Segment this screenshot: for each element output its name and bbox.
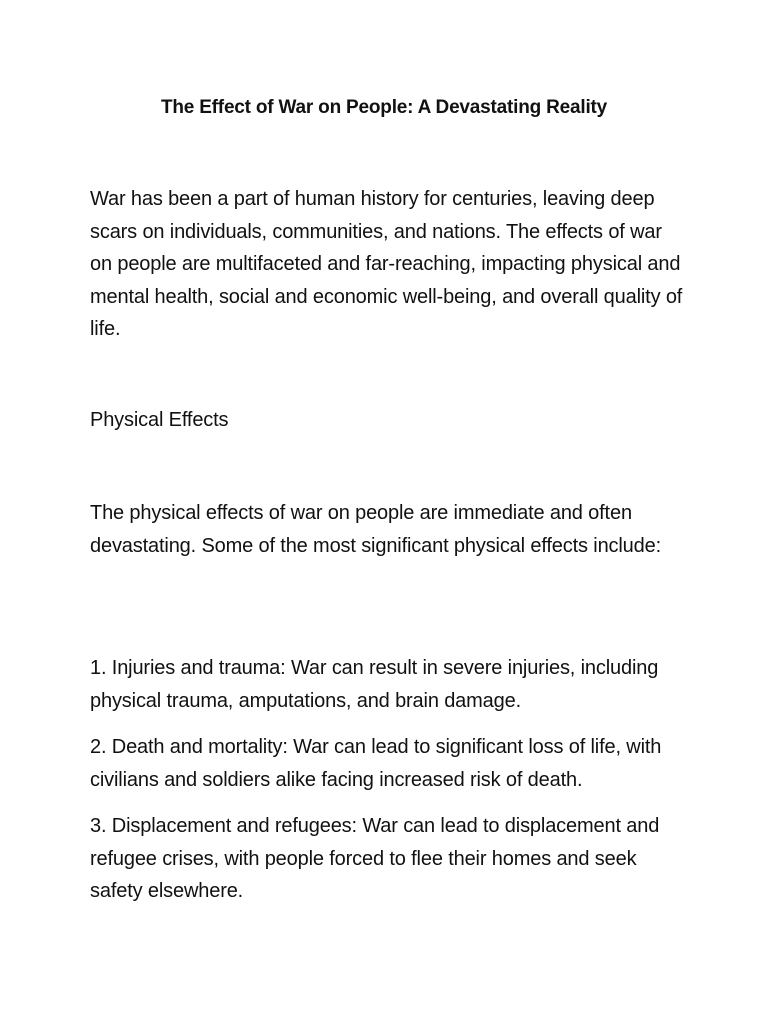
physical-effects-intro-paragraph: The physical effects of war on people are immediate and often devastating. Some of the most significant physical effects include: xyxy=(90,502,662,557)
list-item: 2. Death and mortality: War can lead to significant loss of life, with civilians and soldiers alike facing increased risk of death. xyxy=(90,736,662,791)
document-title: The Effect of War on People: A Devastating Reality xyxy=(160,97,608,118)
document-page xyxy=(90,0,682,1024)
list-item: 1. Injuries and trauma: War can result in severe injuries, including physical trauma, amputations, and brain damage. xyxy=(90,657,659,712)
list-item: 3. Displacement and refugees: War can lead to displacement and refugee crises, with people forced to flee their homes and seek safety elsewhere. xyxy=(90,815,660,903)
section-heading-physical-effects: Physical Effects xyxy=(90,409,229,431)
intro-paragraph: War has been a part of human history for centuries, leaving deep scars on individuals, communities, and nations. The effects of war on people are multifaceted and far-reaching, impacting physical and mental health, social and economic well-being, and overall quality of life. xyxy=(90,188,683,341)
